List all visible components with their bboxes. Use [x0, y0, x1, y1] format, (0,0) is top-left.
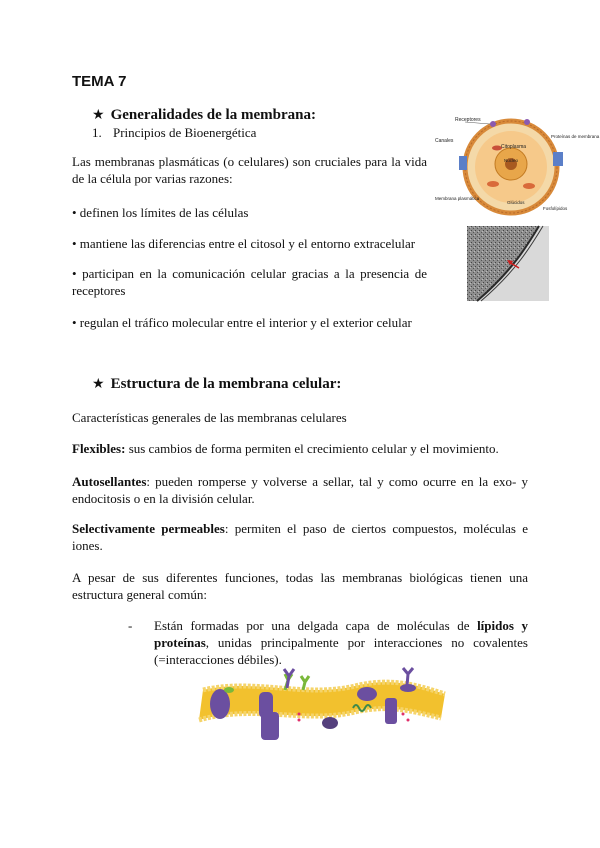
property-text: sus cambios de forma permiten el crecimiento celular y el movimiento.: [125, 441, 499, 456]
label-nucleo: Núcleo: [504, 158, 519, 163]
page-title: TEMA 7: [72, 73, 127, 90]
intro-paragraph: Las membranas plasmáticas (o celulares) son cruciales para la vida de la célula por varias razones:: [72, 154, 427, 186]
cell-diagram-image: [435, 112, 600, 217]
label-proteinas: Proteínas de membrana: [551, 134, 600, 139]
label-receptores: Receptores: [455, 117, 481, 123]
characteristics-intro: Características generales de las membranas celulares: [72, 410, 347, 425]
label-membrana: Membrana plasmática: [435, 196, 480, 201]
property-autosellantes: [72, 473, 528, 507]
property-term: Selectivamente permeables: [72, 521, 225, 536]
bullet-item: • regulan el tráfico molecular entre el interior y el exterior celular: [72, 315, 412, 330]
label-canales: Canales: [435, 138, 454, 144]
dash-text-part: , unidas principalmente por interacciones no covalentes (=interacciones débiles).: [154, 635, 528, 667]
summary-paragraph: A pesar de sus diferentes funciones, todas las membranas biológicas tienen una estructura general común:: [72, 570, 528, 602]
property-text: : pueden romperse y volverse a sellar, tal y como ocurre en la exo- y endocitosis o en la división celular.: [72, 474, 528, 506]
label-citoplasma: Citoplasma: [501, 144, 527, 150]
section-heading-text: Estructura de la membrana celular:: [110, 376, 342, 392]
bullet-item: • mantiene las diferencias entre el citosol y el entorno extracelular: [72, 236, 416, 251]
property-text: : permiten el paso de ciertos compuestos, moléculas e iones.: [72, 521, 528, 553]
property-term: Flexibles:: [72, 441, 126, 456]
property-term: Autosellantes: [72, 474, 147, 489]
section-heading-estructura: [92, 376, 341, 393]
section-heading-text: Generalidades de la membrana:: [110, 107, 316, 123]
numbered-subitem: [92, 124, 256, 141]
star-icon: ★: [92, 107, 105, 123]
dash-item-text: [144, 617, 528, 668]
property-selectivamente-permeables: [72, 520, 528, 554]
section-heading-generalidades: [92, 107, 316, 124]
bullet-item: • definen los límites de las células: [72, 205, 249, 220]
micrograph-image: [467, 226, 549, 301]
dash-list-item: [128, 617, 528, 668]
subitem-number: 1.: [92, 125, 102, 140]
dash-text-bold: lípidos y proteínas: [154, 618, 528, 650]
star-icon: ★: [92, 376, 105, 392]
label-glucidos: Glúcidos: [507, 200, 525, 205]
bullet-item: • participan en la comunicación celular gracias a la presencia de receptores: [72, 266, 427, 298]
dash-marker: -: [128, 618, 133, 633]
dash-text-part: Están formadas por una delgada capa de moléculas de: [154, 618, 478, 633]
subitem-text: Principios de Bioenergética: [113, 125, 257, 140]
membrane-illustration: [195, 668, 450, 748]
label-fosfolipidos: Fosfolípidos: [543, 206, 568, 211]
property-flexibles: [72, 440, 532, 457]
